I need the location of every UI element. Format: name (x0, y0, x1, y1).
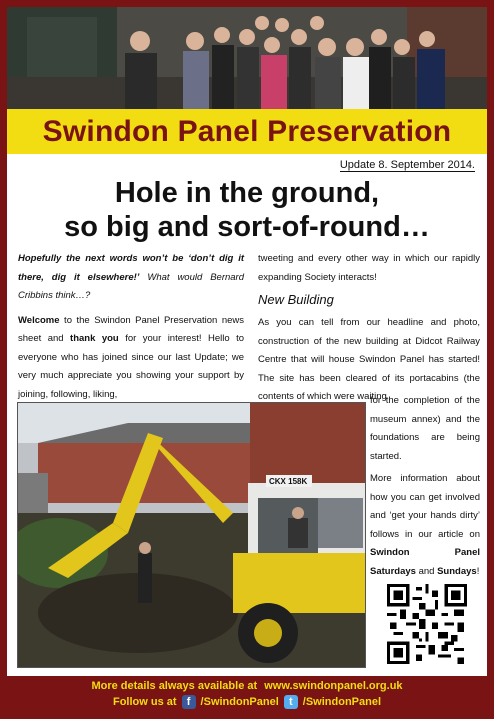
welcome-bold: Welcome (18, 314, 60, 326)
more-info-paragraph (370, 470, 480, 581)
construction-photo-illustration (18, 403, 365, 667)
narrow-column (370, 392, 480, 581)
intro-quote-tail: What would Bernard Cribbins think…? (18, 271, 244, 301)
footer-details-line (0, 680, 494, 692)
left-column (18, 250, 244, 404)
group-photo-illustration (7, 7, 487, 109)
welcome-text: to the Swindon Panel Preservation news sheet and (18, 314, 244, 344)
twitter-link[interactable]: /SwindonPanel (302, 696, 382, 708)
group-photo (7, 7, 487, 109)
intro-quote: Hopefully the next words won’t be ‘don’t dig it there, dig it elsewhere!’ (18, 253, 244, 283)
welcome-paragraph (18, 312, 244, 405)
more-info-mid: and (415, 565, 438, 577)
thank-you-bold: thank you (70, 333, 119, 344)
newsletter-title: Swindon Panel Preservation (42, 114, 452, 148)
headline (7, 176, 487, 244)
footer-follow-prefix: Follow us at (112, 696, 177, 708)
panel-sundays-bold: Sundays (437, 565, 477, 577)
section-heading-new-building: New Building (258, 292, 334, 307)
more-info-text: More information about how you can get involved and ‘get your hands dirty’ follows in our article on (370, 473, 480, 540)
qr-code-graphic (387, 584, 467, 664)
new-building-paragraph: As you can tell from our headline and photo, construction of the new building at Didcot Railway Centre that will house Swindon Panel has started! The site has been cleared of its portacabins (the contents of which were waiting (258, 317, 480, 402)
thank-you-text: for your interest! Hello to everyone who has joined since our last Update; we very much appreciate you showing your support by joining, following, liking, (18, 333, 244, 400)
footer-follow-line (0, 695, 494, 709)
footer-details-prefix: More details always available at (91, 680, 258, 692)
issue-date: Update 8. September 2014. (339, 159, 475, 171)
headline-line-2: so big and sort-of-round… (64, 211, 430, 243)
right-column (258, 250, 480, 407)
qr-code[interactable] (387, 584, 467, 664)
facebook-link[interactable]: /SwindonPanel (200, 696, 279, 708)
title-banner (7, 109, 487, 154)
panel-saturdays-bold: Swindon Panel Saturdays (370, 547, 480, 577)
content-page (7, 154, 487, 676)
foundations-paragraph: for the completion of the museum annex) and the foundations are being started. (370, 395, 480, 462)
footer (0, 676, 494, 719)
intro-paragraph (18, 250, 244, 306)
registration-plate: CKX 158K (269, 477, 308, 486)
continued-text: tweeting and every other way in which our rapidly expanding Society interacts! (258, 253, 480, 283)
more-info-end: ! (476, 565, 480, 577)
facebook-icon[interactable]: f (182, 695, 196, 709)
construction-photo (17, 402, 366, 668)
twitter-icon[interactable]: t (284, 695, 298, 709)
website-link[interactable]: www.swindonpanel.org.uk (264, 680, 403, 692)
headline-line-1: Hole in the ground, (114, 177, 380, 209)
